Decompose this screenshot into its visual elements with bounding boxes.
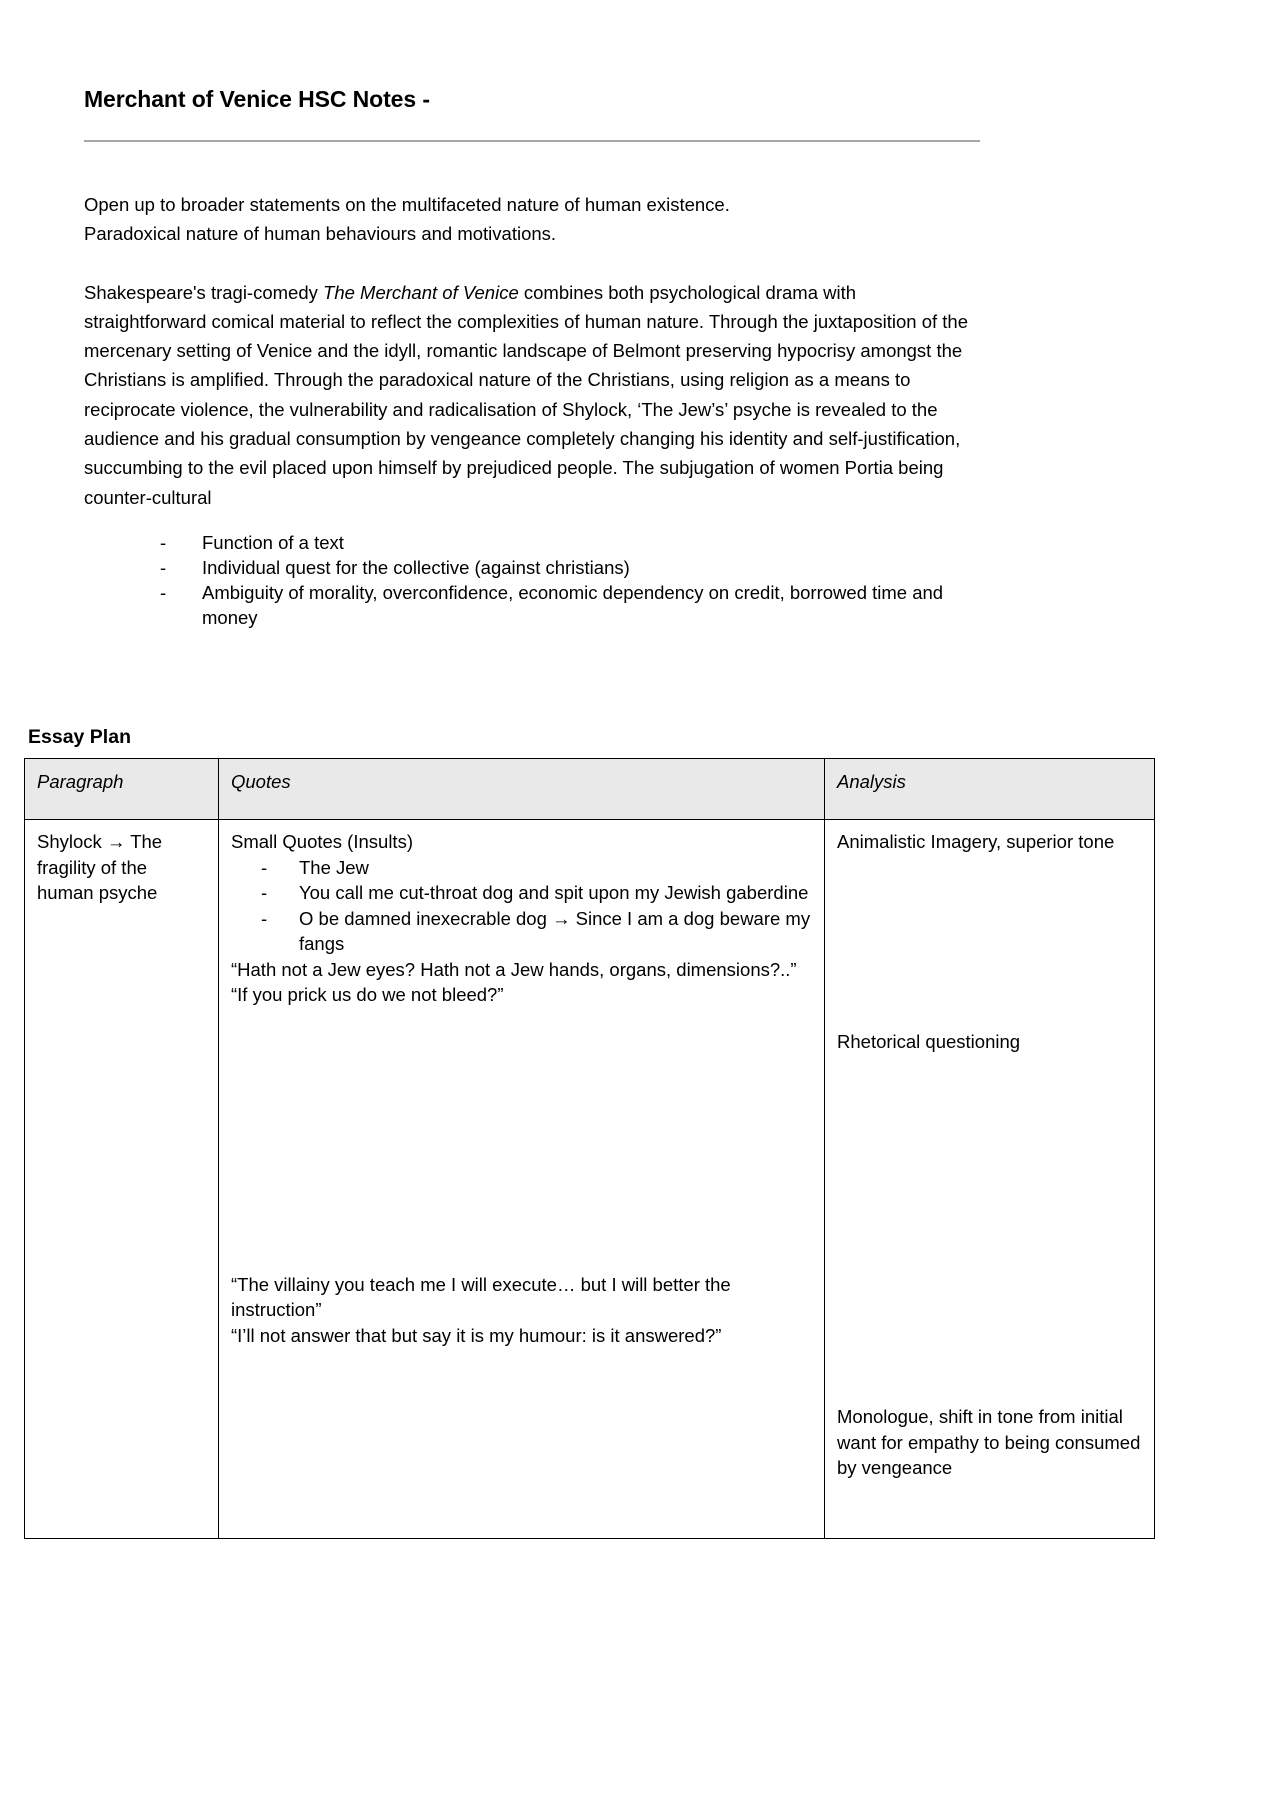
quote-line: “If you prick us do we not bleed?” <box>231 984 504 1005</box>
analysis-note: Rhetorical questioning <box>837 1030 1021 1052</box>
quotes-cell-content <box>231 829 813 1348</box>
list-item <box>84 530 980 555</box>
quotes-lead-label: Small Quotes (Insults) <box>231 831 413 852</box>
dash-bullet-icon: - <box>160 532 167 554</box>
analysis-vertical-gap <box>837 1054 1143 1404</box>
dash-bullet-icon: - <box>261 907 268 929</box>
page-title: Merchant of Venice HSC Notes - <box>84 86 430 112</box>
key-ideas-list <box>84 530 980 630</box>
paragraph-part-1: Shakespeare's tragi-comedy <box>84 281 324 303</box>
list-item <box>231 906 813 957</box>
list-item-label: Ambiguity of morality, overconfidence, economic dependency on credit, borrowed time and money <box>202 582 944 629</box>
dash-bullet-icon: - <box>261 882 268 903</box>
play-title-italic: The Merchant of Venice <box>323 281 519 303</box>
list-item <box>84 580 980 630</box>
table-header-row <box>25 759 1155 820</box>
quote-line: “I’ll not answer that but say it is my humour: is it answered?” <box>231 1324 722 1346</box>
list-item-label: O be damned inexecrable dog → Since I am a dog beware my fangs <box>299 907 811 954</box>
column-header-analysis: Analysis <box>825 759 1155 820</box>
analysis-note: Animalistic Imagery, superior tone <box>837 831 1115 852</box>
dash-bullet-icon: - <box>261 856 268 878</box>
list-item <box>84 555 980 580</box>
column-header-paragraph: Paragraph <box>25 759 219 820</box>
analysis-vertical-gap <box>837 855 1143 1029</box>
list-item-label: Individual quest for the collective (against christians) <box>202 557 630 579</box>
dash-bullet-icon: - <box>160 557 167 579</box>
paragraph-part-2: combines both psychological drama with straightforward comical material to reflect the complexities of human nature. Through the juxtaposition of the mercenary setting of Venice and the idyll, romantic landscape of Belmont preserving hypocrisy amongst the Christians is amplified. Through the paradoxical nature of the Christians, using religion as a means to reciprocate violence, the vulnerability and radicalisation of Shylock, ‘The Jew’s’ psyche is revealed to the audience and his gradual consumption by vengeance completely changing his identity and self-justification, succumbing to the evil placed upon himself by prejudiced people. The subjugation of women Portia being counter-cultural <box>84 281 968 508</box>
cell-analysis <box>825 820 1155 1539</box>
intro-line-1: Open up to broader statements on the multifaceted nature of human existence. <box>84 193 730 215</box>
document-body <box>84 86 980 630</box>
quote-line: “The villainy you teach me I will execute… but I will better the instruction” <box>231 1273 731 1320</box>
list-item-label: The Jew <box>299 856 369 878</box>
section-heading-essay-plan: Essay Plan <box>28 726 131 748</box>
cell-paragraph <box>25 820 219 1539</box>
quote-line: “Hath not a Jew eyes? Hath not a Jew hands, organs, dimensions?..” <box>231 958 797 980</box>
main-paragraph <box>84 278 980 512</box>
cell-quotes <box>219 820 825 1539</box>
list-item <box>231 855 813 881</box>
quotes-insult-list <box>231 855 813 957</box>
quotes-vertical-gap <box>231 1008 813 1272</box>
list-item-label: You call me cut-throat dog and spit upon my Jewish gaberdine <box>299 882 809 903</box>
analysis-cell-content <box>837 829 1143 1481</box>
column-header-quotes: Quotes <box>219 759 825 820</box>
title-divider <box>84 140 980 142</box>
intro-block <box>84 190 980 248</box>
analysis-note: Monologue, shift in tone from initial want for empathy to being consumed by vengeance <box>837 1406 1141 1478</box>
list-item <box>231 880 813 906</box>
paragraph-cell-text: Shylock → The fragility of the human psyche <box>37 831 163 903</box>
list-item-label: Function of a text <box>202 532 344 554</box>
dash-bullet-icon: - <box>160 582 167 604</box>
intro-line-2: Paradoxical nature of human behaviours and motivations. <box>84 222 557 244</box>
table-row <box>25 820 1155 1539</box>
essay-plan-table <box>24 758 1155 1539</box>
